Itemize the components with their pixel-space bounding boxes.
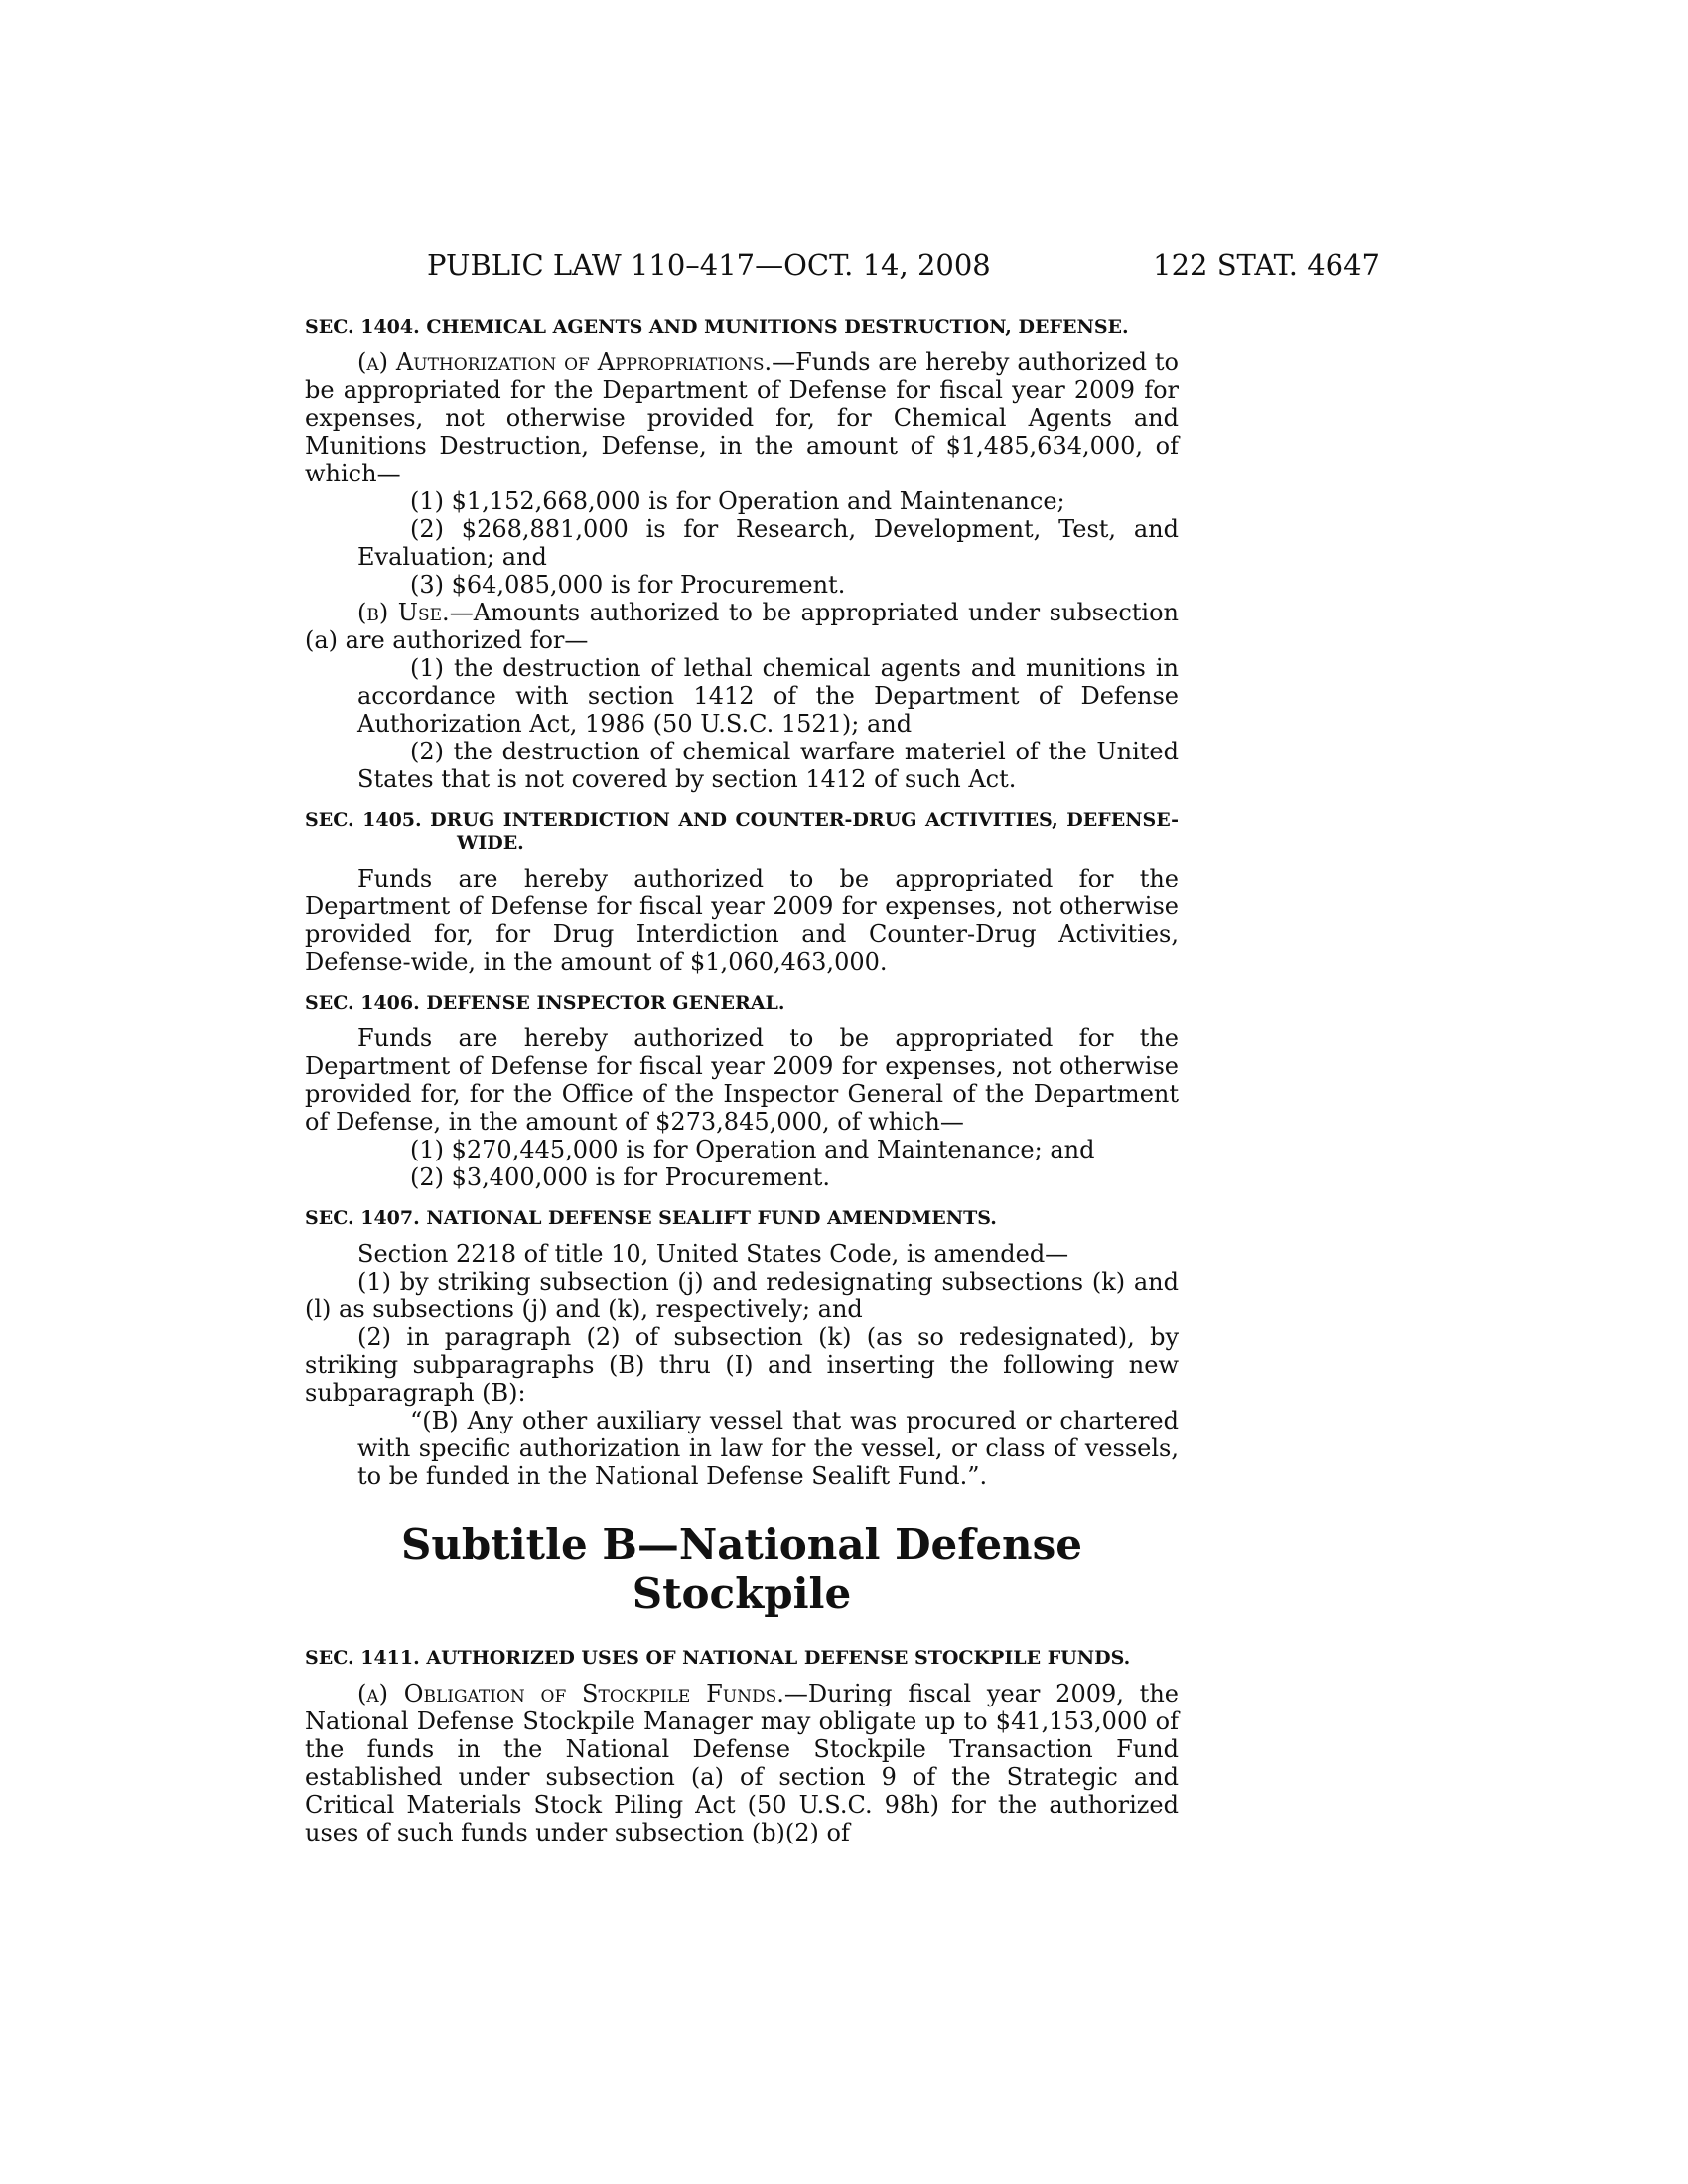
running-header [427, 248, 1380, 290]
section-1404-paragraph-1: (1) $1,152,668,000 is for Operation and Maintenance; [410, 487, 1065, 515]
section-1404-subsection-b [305, 599, 1179, 654]
subsection-b-heading: (b) Use. [357, 599, 450, 626]
public-law-citation: PUBLIC LAW 110–417—OCT. 14, 2008 [427, 248, 991, 282]
section-1407-quoted-subparagraph: “(B) Any other auxiliary vessel that was procured or chartered with specific authorization in law for the vessel, or class of vessels, to be funded in the National Defense Sealift Fund.”. [357, 1407, 1179, 1490]
section-1405-heading: SEC. 1405. DRUG INTERDICTION AND COUNTER-DRUG ACTIVITIES, DEFENSE-WIDE. [305, 809, 1179, 854]
section-1411-heading: SEC. 1411. AUTHORIZED USES OF NATIONAL DEFENSE STOCKPILE FUNDS. [305, 1647, 1131, 1669]
section-1407-text: Section 2218 of title 10, United States Code, is amended— [357, 1240, 1069, 1268]
subsection-a-heading: (a) Obligation of Stockpile Funds. [357, 1680, 784, 1707]
section-1406-heading: SEC. 1406. DEFENSE INSPECTOR GENERAL. [305, 992, 785, 1014]
section-1406-paragraph-1: (1) $270,445,000 is for Operation and Maintenance; and [410, 1136, 1095, 1163]
subsection-a-heading: (a) Authorization of Appropriations. [357, 348, 773, 376]
section-1407-paragraph-1: (1) by striking subsection (j) and redesignating subsections (k) and (l) as subsections (j) and (k), respectively; and [305, 1268, 1179, 1323]
subsection-b-text: —Amounts authorized to be appropriated under subsection (a) are authorized for— [305, 599, 1179, 654]
section-1407-paragraph-2: (2) in paragraph (2) of subsection (k) (as so redesignated), by striking subparagraphs (B) thru (I) and inserting the following new subparagraph (B): [305, 1323, 1179, 1407]
section-1404-paragraph-2: (2) $268,881,000 is for Research, Development, Test, and Evaluation; and [357, 515, 1179, 571]
section-1405-text: Funds are hereby authorized to be appropriated for the Department of Defense for fiscal year 2009 for expenses, not otherwise provided for, for Drug Interdiction and Counter-Drug Activities, Defense-wide, in the amount of $1,060,463,000. [305, 865, 1179, 976]
section-1404-b-paragraph-2: (2) the destruction of chemical warfare materiel of the United States that is not covered by section 1412 of such Act. [357, 738, 1179, 793]
section-1406-text: Funds are hereby authorized to be appropriated for the Department of Defense for fiscal year 2009 for expenses, not otherwise provided for, for the Office of the Inspector General of the Department of Defense, in the amount of $273,845,000, of which— [305, 1024, 1179, 1136]
subsection-a-text: —Funds are hereby authorized to be appropriated for the Department of Defense for fiscal year 2009 for expenses, not otherwise provided for, for Chemical Agents and Munitions Destruction, Defense, in the amount of $1,485,634,000, of which— [305, 348, 1180, 487]
statute-page-number: 122 STAT. 4647 [1153, 248, 1380, 282]
subtitle-heading: Subtitle B—National Defense Stockpile [401, 1520, 1082, 1618]
section-1404-subsection-a [305, 348, 1179, 487]
subsection-a-text: —During fiscal year 2009, the National Defense Stockpile Manager may obligate up to $41,153,000 of the funds in the National Defense Stockpile Transaction Fund established under subsection (a) of section 9 of the Strategic and Critical Materials Stock Piling Act (50 U.S.C. 98h) for the authorized uses of such funds under subsection (b)(2) of [305, 1680, 1179, 1846]
document-body [305, 316, 1179, 1846]
section-1407-heading: SEC. 1407. NATIONAL DEFENSE SEALIFT FUND AMENDMENTS. [305, 1207, 997, 1229]
section-1406-paragraph-2: (2) $3,400,000 is for Procurement. [410, 1163, 831, 1191]
section-1411-subsection-a [305, 1680, 1179, 1846]
section-1404-b-paragraph-1: (1) the destruction of lethal chemical agents and munitions in accordance with section 1412 of the Department of Defense Authorization Act, 1986 (50 U.S.C. 1521); and [357, 654, 1179, 738]
section-1404-heading: SEC. 1404. CHEMICAL AGENTS AND MUNITIONS DESTRUCTION, DEFENSE. [305, 316, 1129, 338]
section-1404-paragraph-3: (3) $64,085,000 is for Procurement. [410, 571, 846, 599]
